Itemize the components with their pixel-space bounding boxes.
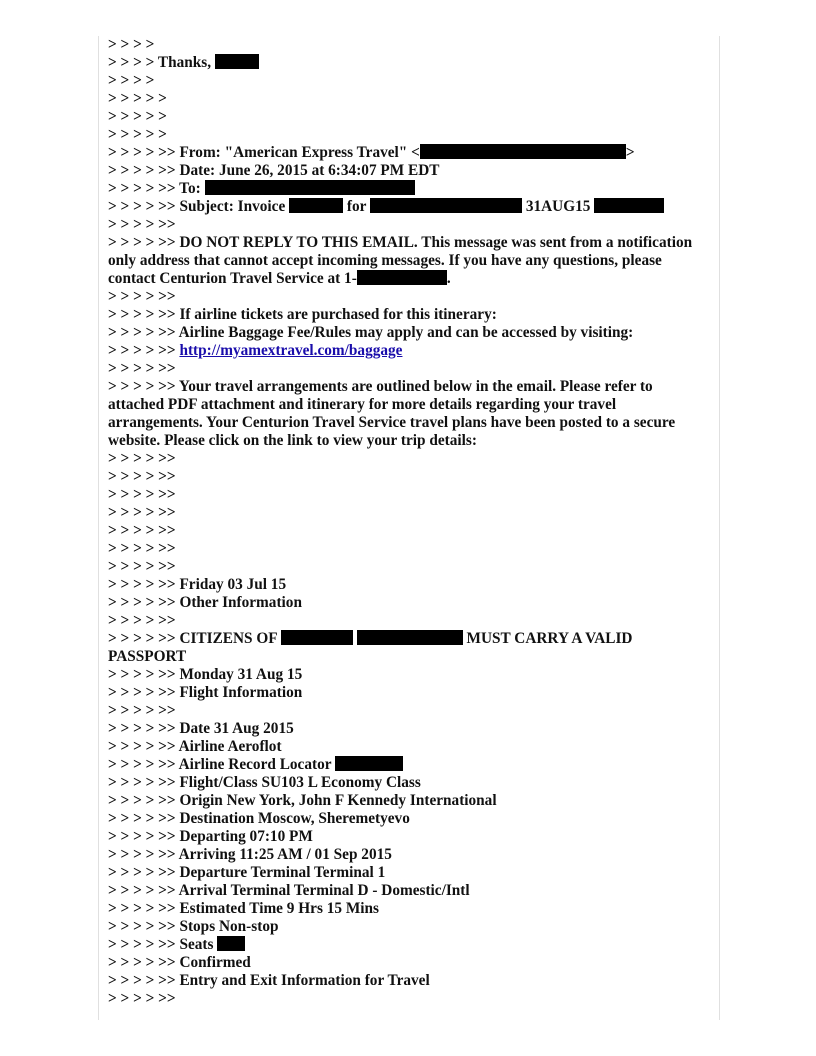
no-reply-notice: [108, 234, 708, 288]
record-locator: Airline Record Locator: [178, 756, 332, 773]
arriving: Arriving 11:25 AM / 01 Sep 2015: [178, 846, 392, 863]
quote-prefix: > > > > >>: [108, 324, 176, 341]
quote-line: > > > > >>: [108, 522, 176, 539]
arrival-terminal-line: [108, 882, 708, 900]
quote-prefix: > > > > >>: [108, 162, 176, 179]
passport-line: PASSPORT: [108, 648, 187, 665]
stops-line: [108, 918, 708, 936]
redacted-country: [281, 630, 353, 645]
thanks-line: [108, 54, 708, 72]
travel-arrangements: [108, 378, 708, 450]
entry-exit: Entry and Exit Information for Travel: [179, 972, 430, 989]
from-name: "American Express Travel" <: [224, 144, 420, 161]
flight-info-text: Flight Information: [179, 684, 303, 701]
no-reply-end: .: [446, 270, 451, 287]
seats: Seats: [179, 936, 214, 953]
quote-prefix: > > > > >>: [108, 936, 176, 953]
redacted-name: [215, 54, 259, 69]
destination-line: [108, 810, 708, 828]
redacted-seat: [217, 936, 245, 951]
stops: Stops Non-stop: [179, 918, 279, 935]
quote-prefix: > > > > >>: [108, 774, 176, 791]
redacted-country-2: [357, 630, 463, 645]
redacted-email: [420, 144, 626, 159]
email-body: [108, 36, 708, 1008]
arrival-terminal: Arrival Terminal Terminal D - Domestic/Intl: [178, 882, 470, 899]
estimated-time-line: [108, 900, 708, 918]
quote-line: > > > > >>: [108, 990, 176, 1007]
quote-line: > > > > >: [108, 108, 167, 125]
travel-arrangements-text: Your travel arrangements are outlined below in the email. Please refer to attached PDF attachment and itinerary for more details regarding your travel arrangements. Your Centurion Travel Service travel plans have been posted to a secure website. Please click on the link to view your trip details:: [108, 378, 676, 449]
baggage-text: Airline Baggage Fee/Rules may apply and can be accessed by visiting:: [178, 324, 634, 341]
departing-line: [108, 828, 708, 846]
quote-prefix: > > > > >>: [108, 306, 176, 323]
record-locator-line: [108, 756, 708, 774]
from-label: From:: [179, 144, 221, 161]
quote-prefix: > > > > >>: [108, 378, 176, 395]
to-label: To:: [179, 180, 201, 197]
quote-prefix: > > > > >>: [108, 918, 176, 935]
confirmed-line: [108, 954, 708, 972]
date-label: Date:: [179, 162, 216, 179]
quote-prefix: > > > > >>: [108, 900, 176, 917]
redacted-recipient: [205, 180, 415, 195]
flight-class-line: [108, 774, 708, 792]
monday-line: [108, 666, 708, 684]
estimated-time: Estimated Time 9 Hrs 15 Mins: [179, 900, 380, 917]
baggage-line: [108, 324, 708, 342]
quote-prefix: > > > > >>: [108, 828, 176, 845]
quote-prefix: > > > > >>: [108, 666, 176, 683]
quote-prefix: > > > > >>: [108, 594, 176, 611]
arriving-line: [108, 846, 708, 864]
quote-prefix: > > > > >>: [108, 792, 176, 809]
quote-line: > > > > >>: [108, 486, 176, 503]
other-info-text: Other Information: [179, 594, 302, 611]
quote-line: > > > > >>: [108, 558, 176, 575]
quote-line: > > > > >>: [108, 288, 176, 305]
citizens-line: [108, 630, 708, 648]
quote-prefix: > > > > >>: [108, 738, 176, 755]
flight-info-line: [108, 684, 708, 702]
quote-prefix: > > > > >>: [108, 810, 176, 827]
quote-prefix: > > > > >>: [108, 864, 176, 881]
quote-line: > > > > >: [108, 90, 167, 107]
quote-prefix: > > > > >>: [108, 684, 176, 701]
airline: Airline Aeroflot: [178, 738, 282, 755]
confirmed: Confirmed: [179, 954, 251, 971]
quote-prefix: > > > > >>: [108, 630, 176, 647]
quote-prefix: > > > >: [108, 54, 155, 71]
origin-line: [108, 792, 708, 810]
quote-line: > > > > >>: [108, 612, 176, 629]
flight-class: Flight/Class SU103 L Economy Class: [179, 774, 421, 791]
redacted-traveler: [370, 198, 522, 213]
from-close: >: [625, 144, 635, 161]
quote-prefix: > > > > >>: [108, 756, 176, 773]
quote-line: > > > > >>: [108, 702, 176, 719]
redacted-subject-end: [594, 198, 664, 213]
redacted-phone: [357, 270, 447, 285]
quote-line: > > > > >>: [108, 450, 176, 467]
airline-tickets-line: [108, 306, 708, 324]
subject-invoice: Invoice: [237, 198, 286, 215]
quote-prefix: > > > > >>: [108, 972, 176, 989]
quote-prefix: > > > > >>: [108, 720, 176, 737]
thanks-text: Thanks,: [157, 54, 212, 71]
flight-date-line: [108, 720, 708, 738]
quote-line: > > > >: [108, 72, 155, 89]
must-carry: MUST CARRY A VALID: [466, 630, 633, 647]
quote-prefix: > > > > >>: [108, 954, 176, 971]
quote-line: > > > > >: [108, 126, 167, 143]
friday-text: Friday 03 Jul 15: [179, 576, 287, 593]
quote-prefix: > > > > >>: [108, 882, 176, 899]
date-value: June 26, 2015 at 6:34:07 PM EDT: [218, 162, 440, 179]
subject-date: 31AUG15: [525, 198, 591, 215]
date-line: [108, 162, 708, 180]
friday-line: [108, 576, 708, 594]
departing: Departing 07:10 PM: [179, 828, 313, 845]
quote-line: > > > > >>: [108, 216, 176, 233]
redacted-locator: [335, 756, 403, 771]
no-reply-text: DO NOT REPLY TO THIS EMAIL. This message was sent from a notification only address that cannot accept incoming messages. If you have any questions, please contact Centurion Travel Service at 1-: [108, 234, 693, 287]
departure-terminal: Departure Terminal Terminal 1: [179, 864, 386, 881]
quote-prefix: > > > > >>: [108, 234, 176, 251]
entry-exit-line: [108, 972, 708, 990]
monday-text: Monday 31 Aug 15: [179, 666, 303, 683]
from-line: [108, 144, 708, 162]
citizens-of: CITIZENS OF: [179, 630, 278, 647]
origin: Origin New York, John F Kennedy International: [179, 792, 497, 809]
quote-line: > > > > >>: [108, 540, 176, 557]
quote-prefix: > > > > >>: [108, 576, 176, 593]
quote-prefix: > > > > >>: [108, 144, 176, 161]
destination: Destination Moscow, Sheremetyevo: [179, 810, 410, 827]
quote-line: > > > > >>: [108, 468, 176, 485]
quote-line: > > > >: [108, 36, 155, 53]
airline-line: [108, 738, 708, 756]
airline-tickets-text: If airline tickets are purchased for this itinerary:: [179, 306, 497, 323]
redacted-invoice-number: [289, 198, 343, 213]
subject-for: for: [346, 198, 367, 215]
quote-prefix: > > > > >>: [108, 342, 176, 359]
other-info-line: [108, 594, 708, 612]
quote-prefix: > > > > >>: [108, 180, 176, 197]
seats-line: [108, 936, 708, 954]
subject-line: [108, 198, 708, 216]
baggage-link-line: [108, 342, 708, 360]
to-line: [108, 180, 708, 198]
subject-label: Subject:: [179, 198, 234, 215]
quote-line: > > > > >>: [108, 360, 176, 377]
quote-prefix: > > > > >>: [108, 198, 176, 215]
departure-terminal-line: [108, 864, 708, 882]
quote-line: > > > > >>: [108, 504, 176, 521]
baggage-link[interactable]: http://myamextravel.com/baggage: [179, 342, 403, 359]
quote-prefix: > > > > >>: [108, 846, 176, 863]
flight-date: Date 31 Aug 2015: [179, 720, 294, 737]
